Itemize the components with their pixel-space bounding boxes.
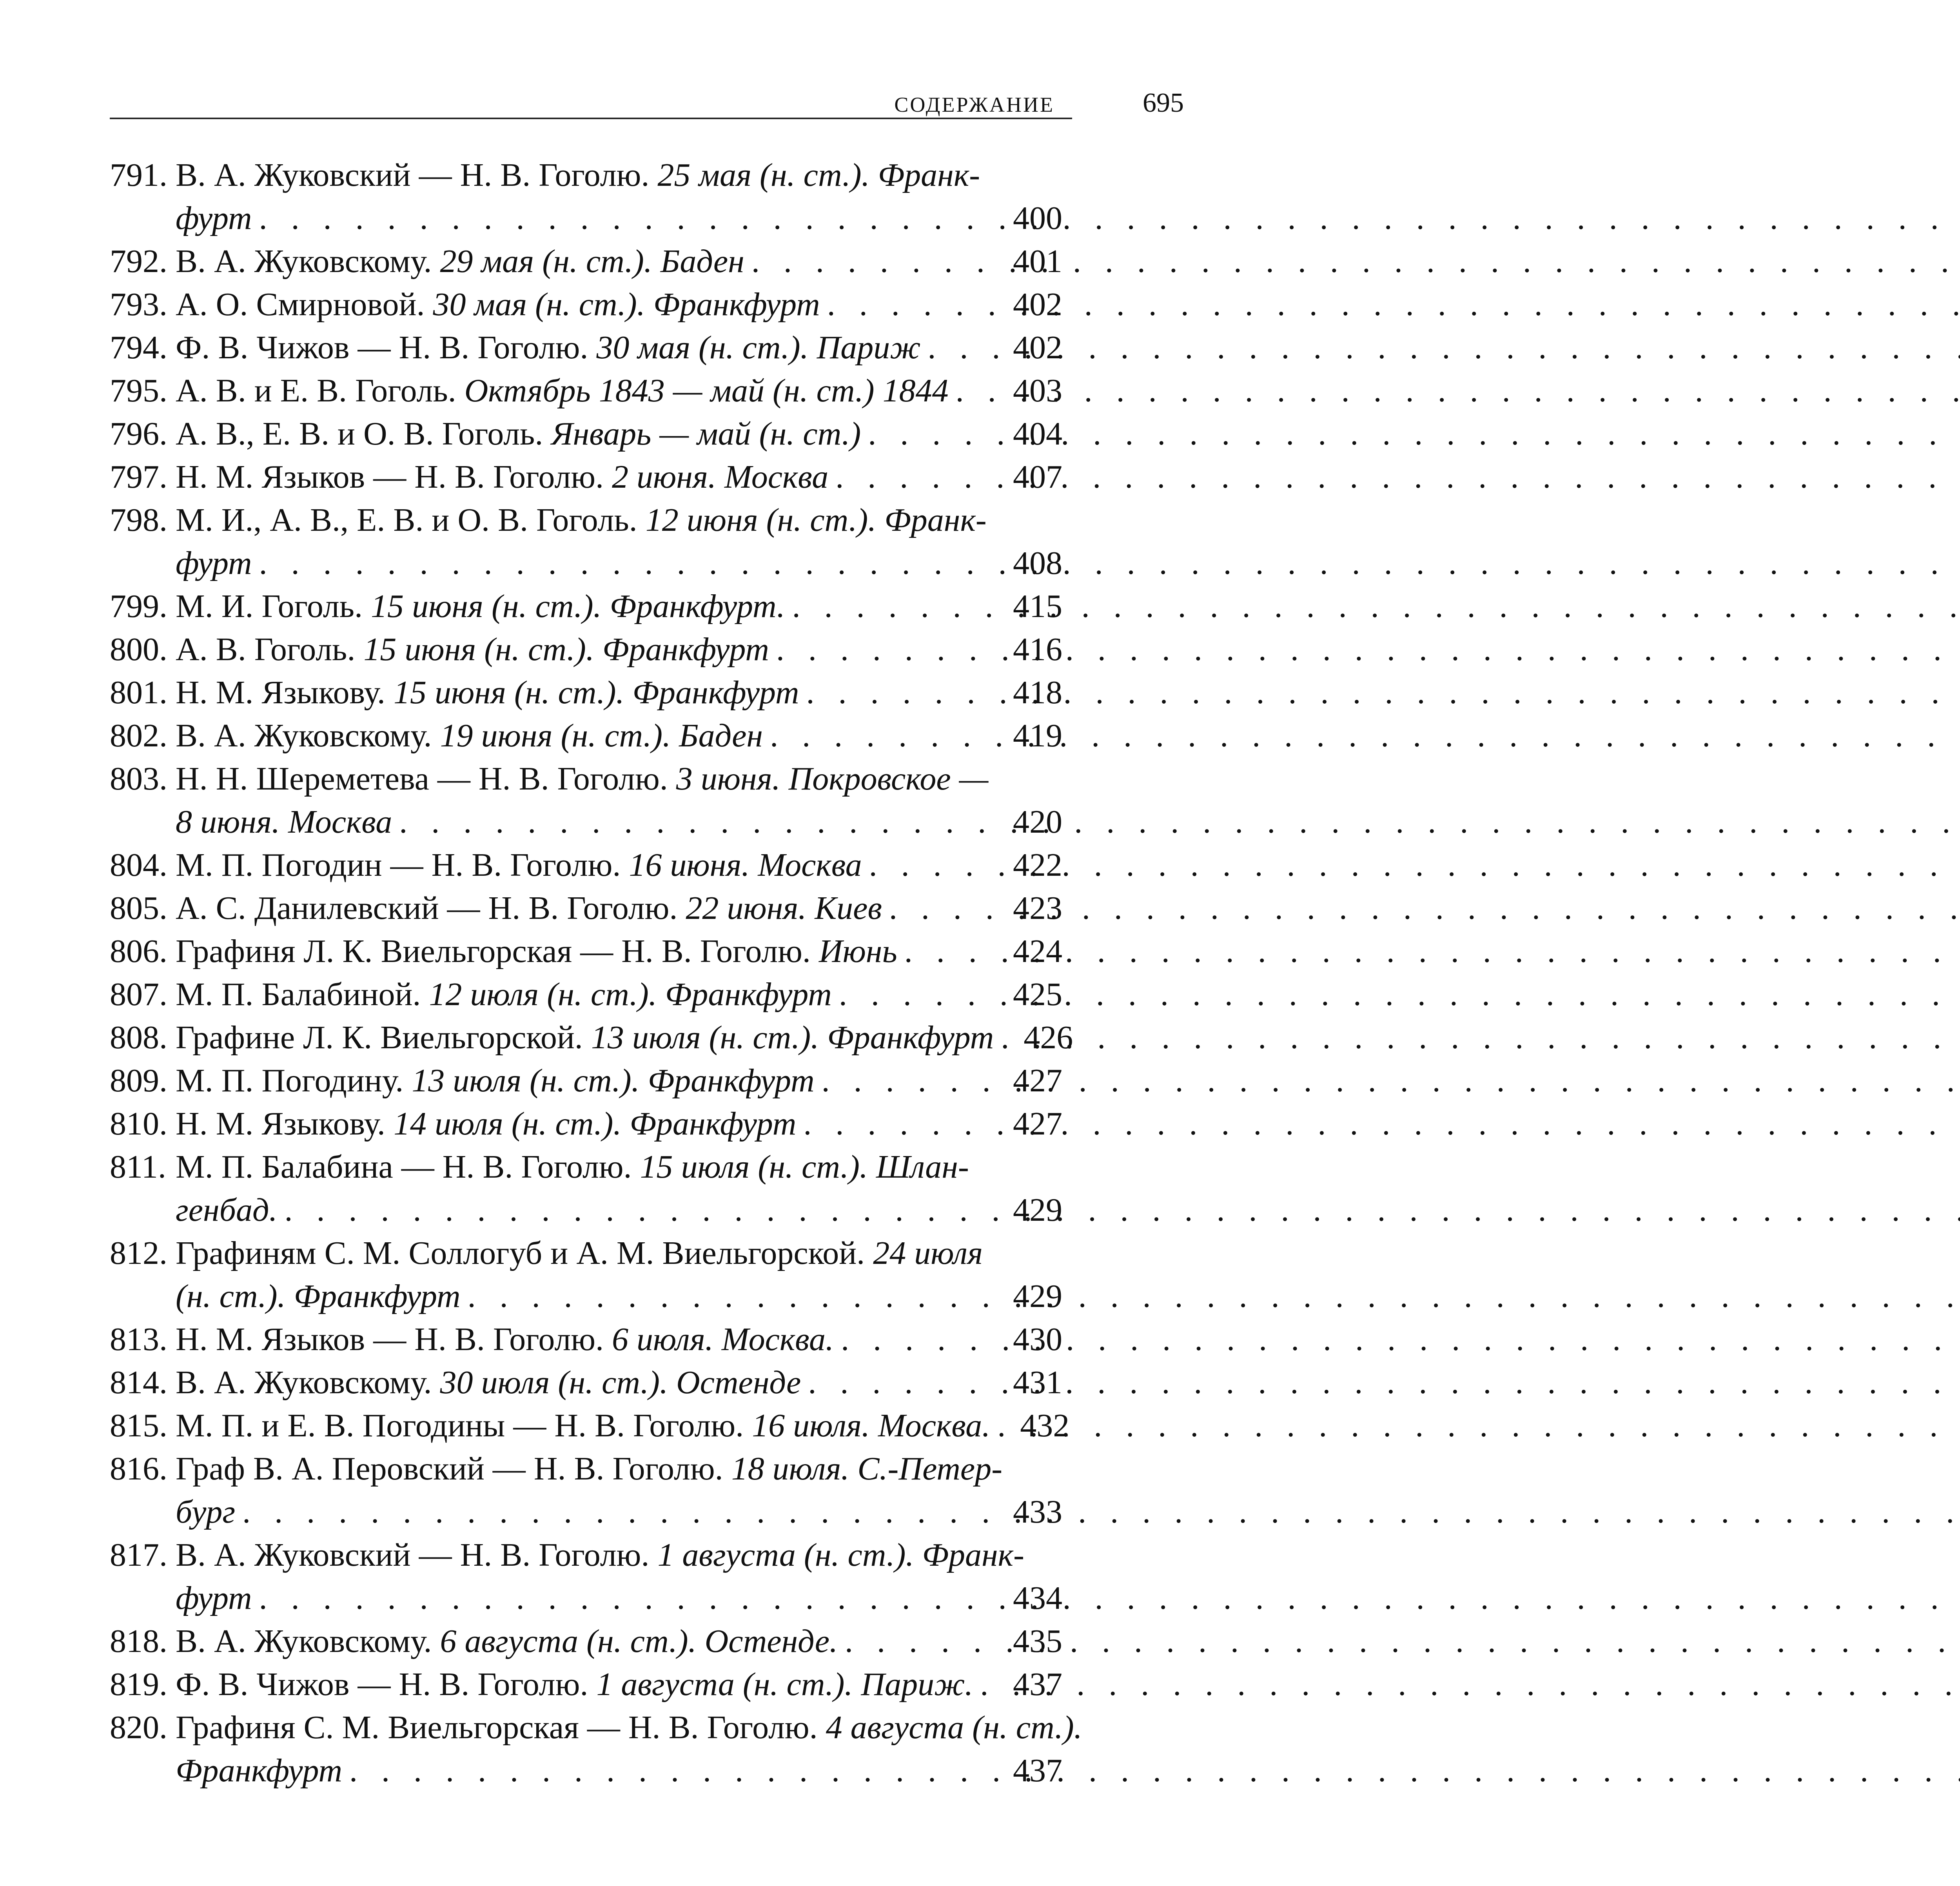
entry-page-number: 434 xyxy=(1013,1580,1062,1616)
entry-number: 793. xyxy=(110,286,167,323)
entry-number: 819. xyxy=(110,1666,167,1703)
entry-correspondents: А. В. и Е. В. Гоголь. xyxy=(176,372,465,409)
entry-number: 792. xyxy=(110,243,167,280)
dot-leader xyxy=(839,973,1006,1016)
toc-entry-line xyxy=(110,844,1062,887)
entry-correspondents: В. А. Жуковскому. xyxy=(176,1364,440,1401)
entry-title xyxy=(176,930,897,973)
entry-number: 818. xyxy=(110,1623,167,1659)
toc-entry xyxy=(110,628,1062,671)
entry-correspondents: Н. М. Языков — Н. В. Гоголю. xyxy=(176,459,612,495)
entry-date-place: Октябрь 1843 — май (н. ст.) 1844 xyxy=(464,372,949,409)
dot-leader xyxy=(822,1059,1006,1102)
entry-page-number: 403 xyxy=(1013,372,1062,409)
toc-entry-line xyxy=(110,154,1062,197)
entry-date-place: 16 июля. Москва. xyxy=(752,1407,991,1444)
toc-entry-line xyxy=(110,973,1062,1016)
entry-page-number: 431 xyxy=(1013,1364,1062,1401)
entry-title xyxy=(176,1016,994,1059)
toc-entry xyxy=(110,1706,1082,1792)
entry-title xyxy=(176,412,861,456)
entry-page-number: 437 xyxy=(1013,1752,1062,1789)
dot-leader xyxy=(399,801,1006,844)
entry-date-place: Январь — май (н. ст.) xyxy=(551,416,861,452)
entry-correspondents: М. П. и Е. В. Погодины — Н. В. Гоголю. xyxy=(176,1407,752,1444)
entry-title xyxy=(176,973,832,1016)
entry-title xyxy=(176,585,785,628)
entry-date-place: 30 мая (н. ст.). Париж xyxy=(596,329,921,366)
entry-date-place: 25 мая (н. ст.). Франк- xyxy=(657,157,980,193)
toc-entry-line xyxy=(110,412,1062,456)
entry-title xyxy=(176,369,949,412)
entry-number: 806. xyxy=(110,933,167,969)
entry-number: 816. xyxy=(110,1450,167,1487)
toc-entry-line xyxy=(110,628,1062,671)
dot-leader xyxy=(242,1490,1006,1534)
dot-leader xyxy=(889,887,1006,930)
entry-date-place: 15 июня (н. ст.). Франкфурт xyxy=(393,674,799,711)
entry-correspondents: Графиням С. М. Соллогуб и А. М. Виельгорской. xyxy=(176,1235,873,1271)
entry-number: 814. xyxy=(110,1364,167,1401)
toc-entry xyxy=(110,1534,1062,1620)
entry-page-number: 437 xyxy=(1013,1666,1062,1703)
entry-title xyxy=(176,197,252,240)
toc-entry-line xyxy=(110,456,1062,499)
entry-page-number: 424 xyxy=(1013,933,1062,969)
toc-entry-line xyxy=(110,714,1062,757)
entry-correspondents: М. И. Гоголь. xyxy=(176,588,371,624)
entry-date-place: 12 июля (н. ст.). Франкфурт xyxy=(429,976,832,1013)
entry-date-place: 3 июня. Покровское — xyxy=(676,761,989,797)
toc-entry xyxy=(110,671,1062,714)
entry-correspondents: А. С. Данилевский — Н. В. Гоголю. xyxy=(176,890,686,926)
entry-correspondents: М. П. Погодин — Н. В. Гоголю. xyxy=(176,847,629,883)
entry-date-place: 15 июня (н. ст.). Франкфурт. xyxy=(371,588,785,624)
entry-number: 807. xyxy=(110,976,167,1013)
entry-date-place: 30 мая (н. ст.). Франкфурт xyxy=(433,286,820,323)
entry-correspondents: М. П. Балабина — Н. В. Гоголю. xyxy=(176,1149,640,1185)
dot-leader xyxy=(259,1577,1006,1620)
toc-entry-line xyxy=(110,671,1062,714)
entry-number: 803. xyxy=(110,761,167,797)
toc-entry xyxy=(110,412,1062,456)
entry-number: 813. xyxy=(110,1321,167,1358)
entry-date-place: 1 августа (н. ст.). Париж. xyxy=(596,1666,973,1703)
entry-title xyxy=(176,887,882,930)
entry-date-place: 13 июля (н. ст.). Франкфурт xyxy=(412,1062,815,1099)
toc-entry xyxy=(110,1318,1062,1361)
toc-entry-line xyxy=(110,1706,1082,1749)
toc-entry xyxy=(110,1102,1062,1145)
entry-title xyxy=(176,1059,815,1102)
entry-page-number: 415 xyxy=(1013,588,1062,624)
entry-title xyxy=(176,1189,277,1232)
entry-correspondents: Н. М. Языкову. xyxy=(176,1105,394,1142)
entry-page-number: 427 xyxy=(1013,1105,1062,1142)
entry-date-place: 1 августа (н. ст.). Франк- xyxy=(657,1537,1024,1573)
entry-date-place: бург xyxy=(176,1494,236,1530)
entry-correspondents: М. П. Балабиной. xyxy=(176,976,429,1013)
entry-date-place: 29 мая (н. ст.). Баден xyxy=(440,243,744,280)
dot-leader xyxy=(1001,1016,1016,1059)
entry-title xyxy=(176,456,828,499)
entry-date-place: 13 июля (н. ст.). Франкфурт xyxy=(591,1019,994,1056)
toc-entry xyxy=(110,1404,1070,1447)
entry-correspondents: Графиня С. М. Виельгорская — Н. В. Гоголю. xyxy=(176,1709,826,1746)
entry-page-number: 420 xyxy=(1013,804,1062,840)
dot-leader xyxy=(776,628,1006,671)
entry-number: 809. xyxy=(110,1062,167,1099)
entry-date-place: Франкфурт xyxy=(176,1752,343,1789)
entry-date-place: 16 июня. Москва xyxy=(629,847,862,883)
entry-number: 820. xyxy=(110,1709,167,1746)
toc-entry xyxy=(110,1145,1062,1232)
toc-entry-line xyxy=(110,757,1062,801)
entry-page-number: 429 xyxy=(1013,1192,1062,1228)
toc-entry xyxy=(110,585,1062,628)
entry-page-number: 427 xyxy=(1013,1062,1062,1099)
toc-entry-line xyxy=(110,887,1062,930)
entry-date-place: фурт xyxy=(176,200,252,236)
entry-correspondents: М. П. Погодину. xyxy=(176,1062,412,1099)
entry-page-number: 426 xyxy=(1024,1019,1073,1056)
toc-entry-line xyxy=(110,930,1062,973)
toc-entry xyxy=(110,326,1062,369)
toc-entry-line xyxy=(110,1189,1062,1232)
entry-correspondents: Графиня Л. К. Виельгорская — Н. В. Гоголю. xyxy=(176,933,819,969)
entry-date-place: 19 июня (н. ст.). Баден xyxy=(440,717,763,754)
dot-leader xyxy=(845,1620,1006,1663)
entry-date-place: 18 июля. С.-Петер- xyxy=(731,1450,1003,1487)
toc-entry-line xyxy=(110,1534,1062,1577)
header-rule xyxy=(110,118,1072,119)
toc-entry xyxy=(110,154,1062,240)
toc-entry-line xyxy=(110,326,1062,369)
toc-entry xyxy=(110,887,1062,930)
toc-entry xyxy=(110,1059,1062,1102)
entry-correspondents: Н. М. Языкову. xyxy=(176,674,394,711)
entry-date-place: 12 июня (н. ст.). Франк- xyxy=(645,502,987,538)
entry-title xyxy=(176,1145,969,1189)
entry-title xyxy=(176,1706,1082,1749)
toc-entry xyxy=(110,1663,1062,1706)
entry-number: 805. xyxy=(110,890,167,926)
entry-page-number: 422 xyxy=(1013,847,1062,883)
entry-title xyxy=(176,671,799,714)
entry-number: 799. xyxy=(110,588,167,624)
toc-entry-line xyxy=(110,1663,1062,1706)
entry-date-place: фурт xyxy=(176,1580,252,1616)
toc-entry xyxy=(110,456,1062,499)
entry-title xyxy=(176,1361,801,1404)
toc-entry-line xyxy=(110,240,1062,283)
entry-date-place: (н. ст.). Франкфурт xyxy=(176,1278,461,1314)
toc-entry xyxy=(110,499,1062,585)
entry-page-number: 433 xyxy=(1013,1494,1062,1530)
entry-title xyxy=(176,628,769,671)
entry-title xyxy=(176,326,920,369)
toc-entry-line xyxy=(110,499,1062,542)
toc-entry xyxy=(110,1447,1062,1534)
entry-correspondents: Н. Н. Шереметева — Н. В. Гоголю. xyxy=(176,761,676,797)
entry-page-number: 401 xyxy=(1013,243,1062,280)
toc-entry xyxy=(110,973,1062,1016)
entry-number: 798. xyxy=(110,502,167,538)
dot-leader xyxy=(468,1275,1006,1318)
entry-page-number: 416 xyxy=(1013,631,1062,668)
entry-title xyxy=(176,1534,1024,1577)
dot-leader xyxy=(835,456,1006,499)
entry-date-place: 4 августа (н. ст.). xyxy=(826,1709,1082,1746)
entry-title xyxy=(176,1232,983,1275)
toc-entry-line xyxy=(110,1275,1062,1318)
dot-leader xyxy=(827,283,1006,326)
entry-correspondents: Ф. В. Чижов — Н. В. Гоголю. xyxy=(176,1666,597,1703)
toc-entry xyxy=(110,283,1062,326)
entry-correspondents: Графине Л. К. Виельгорской. xyxy=(176,1019,591,1056)
entry-date-place: 6 августа (н. ст.). Остенде. xyxy=(440,1623,838,1659)
dot-leader xyxy=(841,1318,1006,1361)
entry-page-number: 402 xyxy=(1013,329,1062,366)
dot-leader xyxy=(808,1361,1006,1404)
entry-correspondents: Н. М. Языков — Н. В. Гоголю. xyxy=(176,1321,612,1358)
dot-leader xyxy=(259,542,1006,585)
dot-leader xyxy=(751,240,1006,283)
entry-number: 802. xyxy=(110,717,167,754)
entry-page-number: 400 xyxy=(1013,200,1062,236)
toc-entry xyxy=(110,714,1062,757)
toc-entry xyxy=(110,1620,1062,1663)
dot-leader xyxy=(349,1749,1006,1792)
dot-leader xyxy=(980,1663,1006,1706)
running-title: СОДЕРЖАНИЕ xyxy=(894,93,1054,116)
entry-title xyxy=(176,844,862,887)
entry-date-place: 2 июня. Москва xyxy=(612,459,829,495)
entry-page-number: 419 xyxy=(1013,717,1062,754)
entry-number: 810. xyxy=(110,1105,167,1142)
toc-entry xyxy=(110,240,1062,283)
entry-number: 794. xyxy=(110,329,167,366)
entry-number: 797. xyxy=(110,459,167,495)
entry-number: 796. xyxy=(110,416,167,452)
entry-date-place: фурт xyxy=(176,545,252,581)
entry-date-place: 24 июля xyxy=(873,1235,983,1271)
dot-leader xyxy=(956,369,1006,412)
toc-entry xyxy=(110,369,1062,412)
entry-date-place: 14 июля (н. ст.). Франкфурт xyxy=(393,1105,797,1142)
toc-entry-line xyxy=(110,1318,1062,1361)
entry-date-place: генбад. xyxy=(176,1192,278,1228)
entry-number: 801. xyxy=(110,674,167,711)
dot-leader xyxy=(869,844,1006,887)
entry-correspondents: А. В. Гоголь. xyxy=(176,631,364,668)
entry-title xyxy=(176,1663,973,1706)
entry-date-place: 15 июня (н. ст.). Франкфурт xyxy=(363,631,769,668)
toc-entry xyxy=(110,757,1062,844)
entry-page-number: 429 xyxy=(1013,1278,1062,1314)
entry-title xyxy=(176,240,744,283)
entry-title xyxy=(176,757,988,801)
entry-correspondents: А. В., Е. В. и О. В. Гоголь. xyxy=(176,416,552,452)
toc-entry-line xyxy=(110,369,1062,412)
entry-correspondents: Ф. В. Чижов — Н. В. Гоголю. xyxy=(176,329,597,366)
entry-correspondents: В. А. Жуковскому. xyxy=(176,243,440,280)
dot-leader xyxy=(997,1404,1013,1447)
entry-number: 795. xyxy=(110,372,167,409)
entry-page-number: 404 xyxy=(1013,416,1062,452)
entry-date-place: 22 июня. Киев xyxy=(686,890,882,926)
entry-date-place: Июнь xyxy=(818,933,897,969)
entry-title xyxy=(176,154,980,197)
entry-page-number: 423 xyxy=(1013,890,1062,926)
entry-number: 800. xyxy=(110,631,167,668)
entry-correspondents: В. А. Жуковскому. xyxy=(176,1623,440,1659)
entry-title xyxy=(176,1490,235,1534)
entry-date-place: 15 июля (н. ст.). Шлан- xyxy=(640,1149,969,1185)
toc-entry-line xyxy=(110,1232,1062,1275)
entry-correspondents: В. А. Жуковский — Н. В. Гоголю. xyxy=(176,157,658,193)
entry-title xyxy=(176,801,392,844)
entry-number: 815. xyxy=(110,1407,167,1444)
entry-page-number: 425 xyxy=(1013,976,1062,1013)
toc-entry-line xyxy=(110,1447,1062,1490)
dot-leader xyxy=(806,671,1006,714)
dot-leader xyxy=(803,1102,1006,1145)
entry-correspondents: В. А. Жуковскому. xyxy=(176,717,440,754)
entry-correspondents: Граф В. А. Перовский — Н. В. Гоголю. xyxy=(176,1450,731,1487)
toc-entry-line xyxy=(110,283,1062,326)
entry-title xyxy=(176,1404,990,1447)
entry-title xyxy=(176,542,252,585)
toc-entry-line xyxy=(110,1490,1062,1534)
toc-entry xyxy=(110,844,1062,887)
entry-page-number: 402 xyxy=(1013,286,1062,323)
toc-entry-line xyxy=(110,1404,1070,1447)
entry-number: 812. xyxy=(110,1235,167,1271)
toc-entry xyxy=(110,930,1062,973)
entry-date-place: 30 июля (н. ст.). Остенде xyxy=(440,1364,801,1401)
entry-date-place: 8 июня. Москва xyxy=(176,804,392,840)
entry-title xyxy=(176,1318,834,1361)
entry-date-place: 6 июля. Москва. xyxy=(612,1321,834,1358)
toc-entry-line xyxy=(110,197,1062,240)
dot-leader xyxy=(259,197,1006,240)
entry-number: 791. xyxy=(110,157,167,193)
entry-page-number: 430 xyxy=(1013,1321,1062,1358)
table-of-contents xyxy=(110,154,1082,1792)
entry-correspondents: М. И., А. В., Е. В. и О. В. Гоголь. xyxy=(176,502,646,538)
toc-entry-line xyxy=(110,1145,1062,1189)
toc-entry xyxy=(110,1361,1062,1404)
entry-number: 811. xyxy=(110,1149,166,1185)
entry-title xyxy=(176,283,820,326)
toc-entry-line xyxy=(110,1577,1062,1620)
entry-title xyxy=(176,1620,838,1663)
toc-entry-line xyxy=(110,801,1062,844)
dot-leader xyxy=(284,1189,1006,1232)
page-number: 695 xyxy=(1143,88,1184,118)
toc-entry-line xyxy=(110,1361,1062,1404)
entry-page-number: 407 xyxy=(1013,459,1062,495)
entry-number: 808. xyxy=(110,1019,167,1056)
dot-leader xyxy=(792,585,1006,628)
entry-title xyxy=(176,1447,1002,1490)
entry-correspondents: В. А. Жуковский — Н. В. Гоголю. xyxy=(176,1537,658,1573)
toc-entry xyxy=(110,1232,1062,1318)
entry-number: 804. xyxy=(110,847,167,883)
dot-leader xyxy=(904,930,1006,973)
entry-page-number: 432 xyxy=(1020,1407,1070,1444)
toc-entry-line xyxy=(110,542,1062,585)
dot-leader xyxy=(927,326,1006,369)
dot-leader xyxy=(770,714,1006,757)
entry-title xyxy=(176,1577,252,1620)
toc-entry-line xyxy=(110,1749,1062,1792)
entry-title xyxy=(176,714,763,757)
entry-correspondents: А. О. Смирновой. xyxy=(176,286,433,323)
entry-page-number: 435 xyxy=(1013,1623,1062,1659)
toc-entry-line xyxy=(110,1102,1062,1145)
page-header xyxy=(110,89,1184,133)
toc-entry-line xyxy=(110,1016,1073,1059)
entry-title xyxy=(176,499,987,542)
entry-title xyxy=(176,1102,796,1145)
dot-leader xyxy=(868,412,1006,456)
entry-title xyxy=(176,1749,342,1792)
toc-entry-line xyxy=(110,1059,1062,1102)
entry-page-number: 418 xyxy=(1013,674,1062,711)
toc-entry-line xyxy=(110,1620,1062,1663)
toc-entry-line xyxy=(110,585,1062,628)
entry-number: 817. xyxy=(110,1537,167,1573)
toc-entry xyxy=(110,1016,1073,1059)
entry-page-number: 408 xyxy=(1013,545,1062,581)
entry-title xyxy=(176,1275,461,1318)
